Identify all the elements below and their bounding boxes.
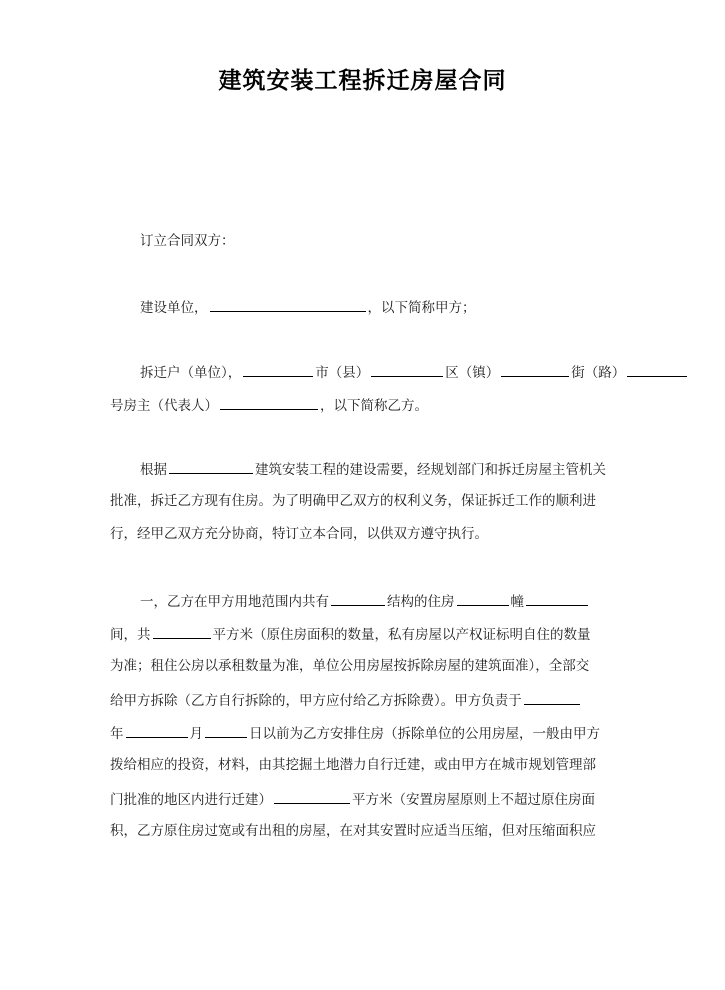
- clause-1-text-a: 一，乙方在甲方用地范围内共有: [140, 594, 329, 610]
- party-b-line-2: [110, 396, 428, 414]
- clause-1-line-1: [140, 592, 590, 610]
- area-blank: [153, 625, 211, 639]
- clause-1-text-c: 幢: [510, 594, 524, 610]
- year-label: 年: [110, 726, 124, 742]
- basis-suffix: 建筑安装工程的建设需要，经规划部门和拆迁房屋主管机关: [255, 462, 606, 478]
- clause-1-text-d: 间，共: [110, 627, 151, 643]
- basis-line-3: 行，经甲乙双方充分协商，特订立本合同，以供双方遵守执行。: [110, 526, 488, 542]
- clause-1-text-g: 日以前为乙方安排住房（拆除单位的公用房屋，一般由甲方: [249, 726, 600, 742]
- district-label: 区（镇）: [445, 365, 500, 381]
- day-blank: [205, 724, 247, 738]
- house-number-blank: [627, 363, 687, 377]
- street-label: 街（路）: [571, 365, 626, 381]
- parties-intro: 订立合同双方：: [140, 233, 235, 249]
- clause-1-text-i: 平方米（安置房屋原则上不超过原住房面: [352, 792, 595, 808]
- owner-name-blank: [220, 396, 318, 410]
- party-a-name-blank: [210, 298, 366, 312]
- basis-line-2: 批准，拆迁乙方现有住房。为了明确甲乙双方的权利义务，保证拆迁工作的顺利进: [110, 493, 596, 509]
- party-b-owner-prefix: 号房主（代表人）: [110, 398, 218, 414]
- year-blank-lead: [524, 691, 580, 705]
- party-a-suffix: ，以下简称甲方；: [367, 300, 476, 316]
- clause-1-text-e: 平方米（原住房面积的数量，私有房屋以产权证标明自住的数量: [212, 627, 591, 643]
- document-title: 建筑安装工程拆迁房屋合同: [218, 68, 507, 94]
- clause-1-line-5: [110, 724, 600, 742]
- month-blank: [126, 724, 188, 738]
- district-blank: [371, 363, 443, 377]
- project-name-blank: [169, 460, 253, 474]
- clause-1-line-4: [110, 691, 582, 709]
- basis-prefix: 根据: [140, 462, 167, 478]
- party-b-prefix: 拆迁户（单位），: [140, 365, 242, 381]
- basis-line-1: [140, 460, 606, 478]
- clause-1-line-7: [110, 790, 595, 808]
- party-b-line-1: [140, 363, 689, 381]
- party-a-line: [140, 298, 476, 316]
- clause-1-text-b: 结构的住房: [387, 594, 455, 610]
- clause-1-line-6: 拨给相应的投资，材料，由其挖掘土地潜力自行迁建，或由甲方在城市规划管理部: [110, 757, 596, 773]
- structure-blank: [331, 592, 385, 606]
- clause-1-line-3: 为准；租住公房以承租数量为准，单位公用房屋按拆除房屋的建筑面准），全部交: [110, 658, 590, 674]
- clause-1-text-h: 门批准的地区内进行迁建）: [110, 792, 272, 808]
- clause-1-text-f: 给甲方拆除（乙方自行拆除的，甲方应付给乙方拆除费）。甲方负责于: [110, 693, 522, 709]
- clause-1-line-8: 积，乙方原住房过宽或有出租的房屋，在对其安置时应适当压缩，但对压缩面积应: [110, 823, 596, 839]
- city-label: 市（县）: [315, 365, 370, 381]
- month-label: 月: [189, 726, 203, 742]
- street-blank: [501, 363, 569, 377]
- room-count-blank: [526, 592, 588, 606]
- city-blank: [243, 363, 313, 377]
- party-a-prefix: 建设单位，: [140, 300, 208, 316]
- building-count-blank: [457, 592, 509, 606]
- party-b-suffix: ，以下简称乙方。: [320, 398, 428, 414]
- resettlement-area-blank: [274, 790, 350, 804]
- clause-1-line-2: [110, 625, 591, 643]
